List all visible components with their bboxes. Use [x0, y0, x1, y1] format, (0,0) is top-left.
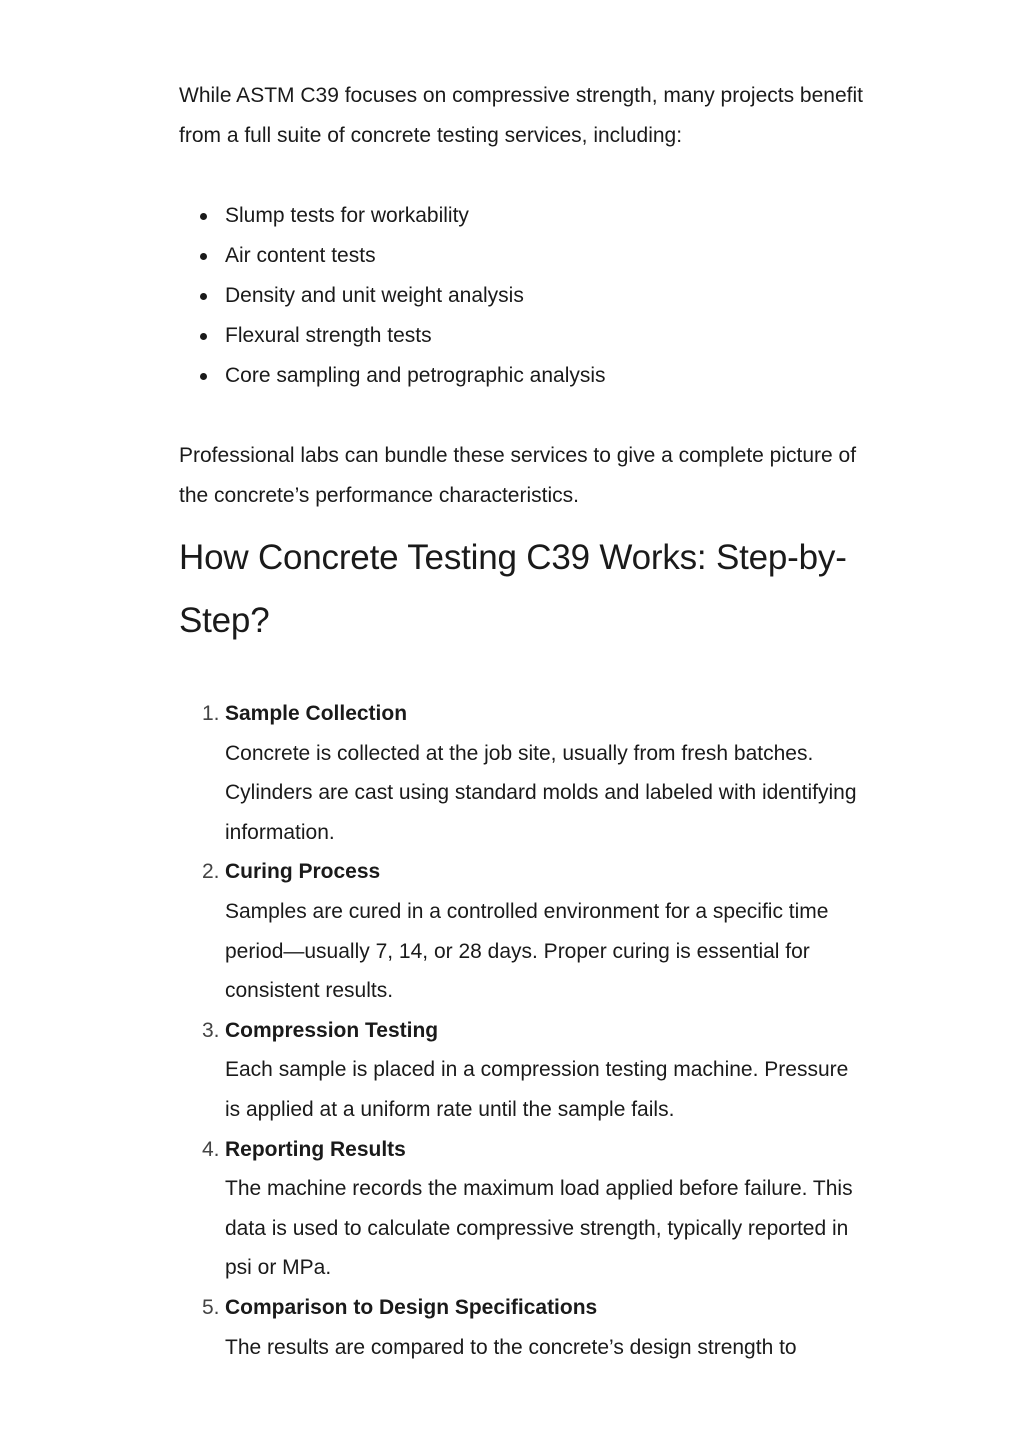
step-number: 4. [202, 1137, 220, 1161]
section-heading: How Concrete Testing C39 Works: Step-by-Step? [179, 538, 847, 640]
list-item [225, 276, 879, 316]
bullet-icon [200, 213, 207, 220]
step-number: 5. [202, 1295, 220, 1319]
step-title: Comparison to Design Specifications [225, 1295, 598, 1319]
article-content [179, 76, 879, 1367]
list-item-text: Core sampling and petrographic analysis [225, 364, 606, 387]
intro-paragraph: While ASTM C39 focuses on compressive strength, many projects benefit from a full suite of concrete testing services, including: [179, 84, 863, 147]
services-list [179, 196, 879, 396]
step-number: 2. [202, 860, 220, 884]
step-title: Compression Testing [225, 1018, 439, 1042]
summary-paragraph: Professional labs can bundle these services to give a complete picture of the concrete’s performance characteristics. [179, 444, 857, 507]
list-item-text: Slump tests for workability [225, 204, 469, 227]
step-item [202, 852, 879, 1010]
step-title: Sample Collection [225, 702, 408, 725]
list-item-text: Flexural strength tests [225, 324, 432, 347]
bullet-icon [200, 373, 207, 380]
list-item-text: Air content tests [225, 244, 376, 267]
step-number: 3. [202, 1018, 220, 1042]
step-item [202, 694, 879, 852]
list-item-text: Density and unit weight analysis [225, 284, 524, 307]
step-title: Reporting Results [225, 1137, 406, 1161]
bullet-icon [200, 293, 207, 300]
step-description: Samples are cured in a controlled environment for a specific time period—usually 7, 14, or 28 days. Proper curing is essential for consistent results. [225, 899, 829, 1003]
list-item [225, 236, 879, 276]
list-item [225, 196, 879, 236]
step-item [202, 1130, 879, 1288]
bullet-icon [200, 253, 207, 260]
step-description: Each sample is placed in a compression testing machine. Pressure is applied at a uniform rate until the sample fails. [225, 1058, 849, 1121]
step-description: Concrete is collected at the job site, usually from fresh batches. Cylinders are cast using standard molds and labeled with identifying information. [225, 741, 857, 844]
step-title: Curing Process [225, 860, 381, 884]
step-item [202, 1011, 879, 1130]
step-description: The results are compared to the concrete’s design strength to [225, 1335, 797, 1359]
step-description: The machine records the maximum load applied before failure. This data is used to calculate compressive strength, typically reported in psi or MPa. [225, 1177, 853, 1280]
bullet-icon [200, 333, 207, 340]
list-item [225, 316, 879, 356]
step-item [202, 1288, 879, 1367]
steps-list [179, 694, 879, 1367]
step-number: 1. [202, 702, 220, 725]
list-item [225, 356, 879, 396]
